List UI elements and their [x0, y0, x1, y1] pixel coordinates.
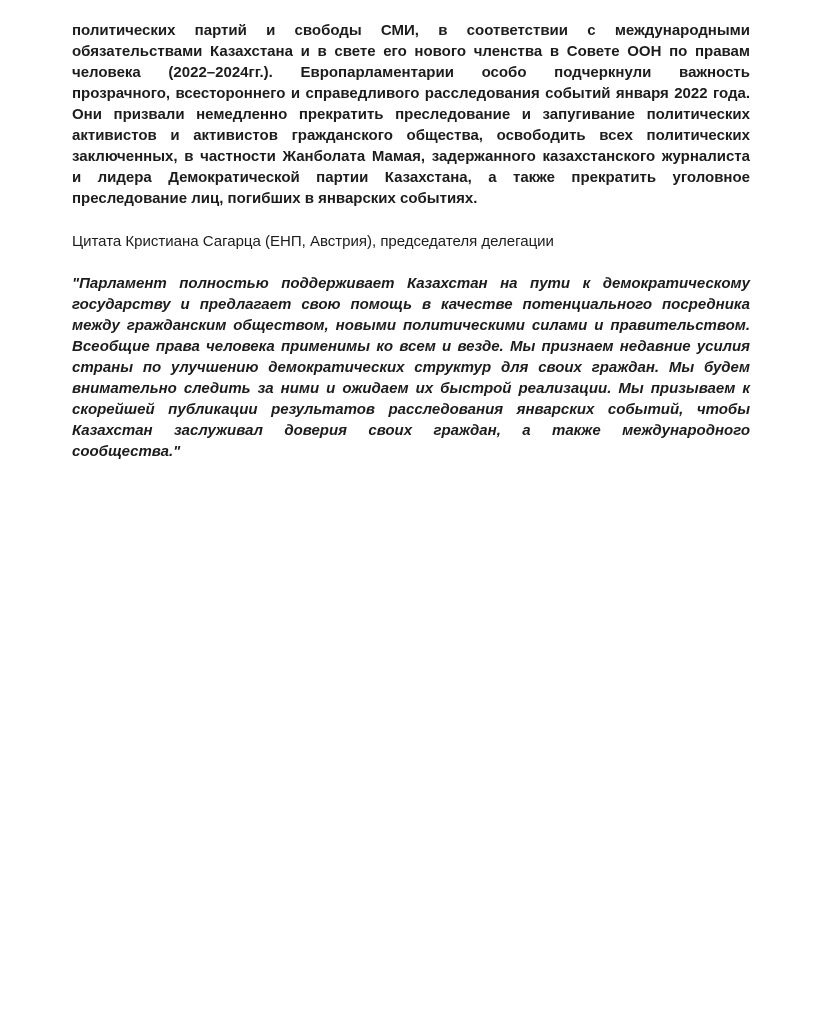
quote-line: Казахстан заслуживал доверия своих граждан, а также международного: [72, 422, 750, 439]
quote-line: "Парламент полностью поддерживает Казахстан на пути к демократическому: [72, 275, 750, 292]
attribution-line: Цитата Кристиана Сагарца (ЕНП, Австрия), председателя делегации: [72, 233, 554, 250]
quote-line: между гражданским обществом, новыми политическими силами и правительством.: [72, 317, 750, 334]
text-line: обязательствами Казахстана и в свете его нового членства в Совете ООН по правам: [72, 43, 750, 60]
quote-attribution: [72, 231, 750, 252]
text-line: человека (2022–2024гг.). Европарламентарии особо подчеркнули важность: [72, 64, 750, 81]
quote-line: сообщества.": [72, 443, 181, 460]
document-content: [72, 20, 750, 462]
quote-line: государству и предлагает свою помощь в качестве потенциального посредника: [72, 296, 750, 313]
quote-paragraph: [72, 273, 750, 462]
quote-line: внимательно следить за ними и ожидаем их быстрой реализации. Мы призываем к: [72, 380, 750, 397]
text-line: активистов и активистов гражданского общества, освободить всех политических: [72, 127, 750, 144]
lead-paragraph: [72, 20, 750, 209]
quote-line: страны по улучшению демократических структур для своих граждан. Мы будем: [72, 359, 750, 376]
text-line: Они призвали немедленно прекратить преследование и запугивание политических: [72, 106, 750, 123]
quote-line: скорейшей публикации результатов расследования январских событий, чтобы: [72, 401, 750, 418]
text-line: прозрачного, всестороннего и справедливого расследования событий января 2022 года.: [72, 85, 750, 102]
text-line: заключенных, в частности Жанболата Мамая, задержанного казахстанского журналиста: [72, 148, 750, 165]
text-line: политических партий и свободы СМИ, в соответствии с международными: [72, 22, 750, 39]
quote-line: Всеобщие права человека применимы ко всем и везде. Мы признаем недавние усилия: [72, 338, 750, 355]
text-line: преследование лиц, погибших в январских событиях.: [72, 190, 478, 207]
text-line: и лидера Демократической партии Казахстана, а также прекратить уголовное: [72, 169, 750, 186]
